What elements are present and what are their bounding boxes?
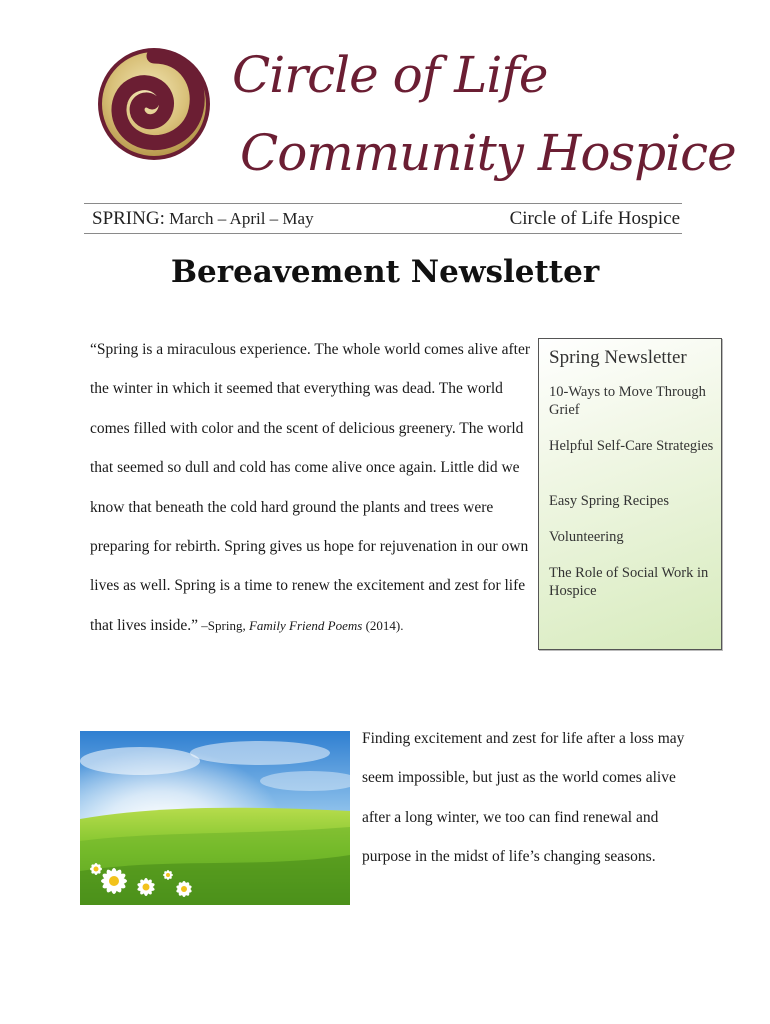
- season-name: SPRING:: [92, 208, 165, 229]
- spiral-logo-icon: [96, 46, 212, 162]
- citation-prefix: –Spring,: [198, 617, 249, 633]
- spring-meadow-image: [80, 731, 350, 905]
- citation-year: (2014).: [362, 617, 404, 633]
- organization-name: Circle of Life Hospice: [509, 208, 680, 229]
- sidebar-item-social-work: The Role of Social Work in Hospice: [549, 565, 709, 599]
- brand-line-1: Circle of Life: [232, 46, 548, 104]
- masthead-bottom-rule: [84, 233, 682, 234]
- sidebar-item-recipes: Easy Spring Recipes: [549, 493, 670, 509]
- quote-citation: [198, 618, 403, 633]
- season-months: March – April – May: [169, 209, 314, 228]
- sidebar-item-volunteering: Volunteering: [549, 529, 624, 545]
- contents-sidebar: [538, 338, 722, 650]
- opening-quote: [90, 330, 535, 645]
- masthead-top-rule: [84, 203, 682, 204]
- sidebar-item-self-care: Helpful Self-Care Strategies: [549, 438, 714, 454]
- citation-source: Family Friend Poems: [248, 617, 363, 633]
- closing-paragraph: Finding excitement and zest for life after a loss may seem impossible, but just as the world comes alive after a long winter, we too can find renewal and purpose in the midst of life’s changing seasons.: [362, 730, 685, 866]
- brand-line-2: Community Hospice: [240, 124, 736, 182]
- page-title: Bereavement Newsletter: [170, 254, 600, 290]
- season-label: [92, 208, 314, 230]
- quote-text: “Spring is a miraculous experience. The whole world comes alive after the winter in which it seemed that everything was dead. The world comes filled with color and the scent of delicious greenery. The world that seemed so dull and cold has come alive once again. Little did we know that beneath the cold hard ground the plants and trees were preparing for rebirth. Spring gives us hope for rejuvenation in our own lives as well. Spring is a time to renew the excitement and zest for life that lives inside.”: [90, 341, 531, 634]
- sidebar-title: Spring Newsletter: [549, 347, 687, 368]
- sidebar-item-grief: 10-Ways to Move Through Grief: [549, 384, 706, 418]
